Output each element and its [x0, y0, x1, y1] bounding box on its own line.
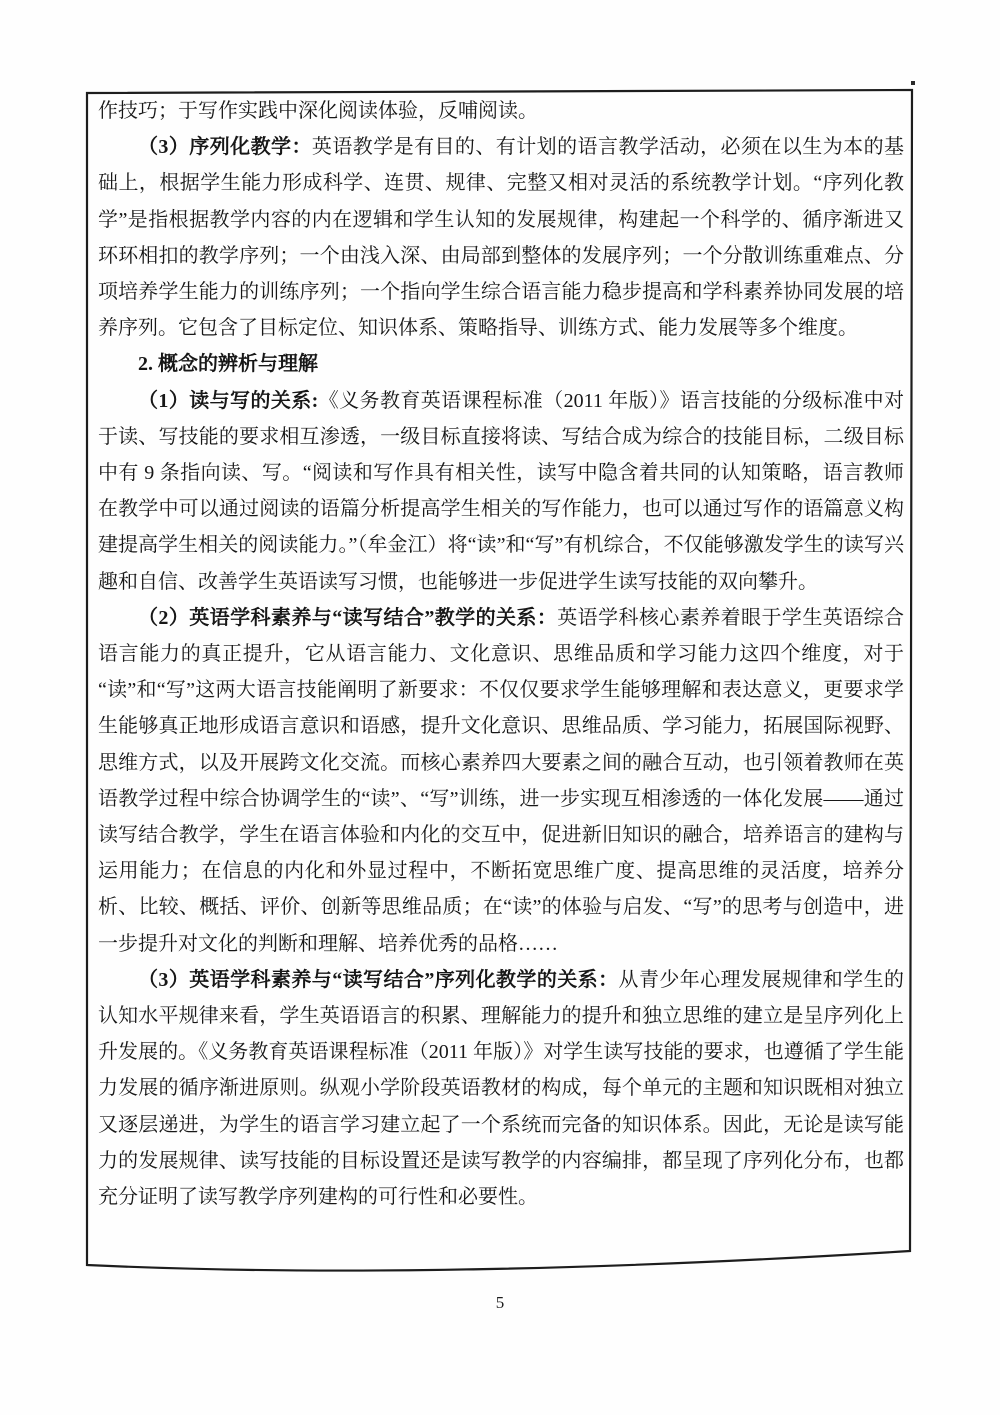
section-heading-concepts: 2. 概念的辨析与理解: [138, 353, 318, 376]
text-block: [98, 93, 904, 1215]
paragraph-serialized-teaching: [98, 129, 904, 346]
paragraph-body-serialized: 英语教学是有目的、有计划的语言教学活动，必须在以生为本的基础上，根据学生能力形成科学、连贯、规律、完整又相对灵活的系统教学计划。“序列化教学”是指根据教学内容的内在逻辑和学生认知的发展规律，构建起一个科学的、循序渐进又环环相扣的教学序列；一个由浅入深、由局部到整体的发展序列；一个分散训练重难点、分项培养学生能力的训练序列；一个指向学生综合语言能力稳步提高和学科素养协同发展的培养序列。它包含了目标定位、知识体系、策略指导、训练方式、能力发展等多个维度。: [98, 136, 905, 340]
paragraph-body-competency-serialized: 从青少年心理发展规律和学生的认知水平规律来看，学生英语语言的积累、理解能力的提升和独立思维的建立是呈序列化上升发展的。《义务教育英语课程标准（2011 年版）》对学生读写技能的要求，也遵循了学生能力发展的循序渐进原则。纵观小学阶段英语教材的构成，每个单元的主题和知识既相对独立又逐层递进，为学生的语言学习建立起了一个系统而完备的知识体系。因此，无论是读写能力的发展规律、读写技能的目标设置还是读写教学的内容编排，都呈现了序列化分布，也都充分证明了读写教学序列建构的可行性和必要性。: [98, 968, 905, 1209]
scan-speck: [911, 81, 915, 85]
paragraph-competency-relation: [98, 600, 904, 962]
paragraph-body-competency: 英语学科核心素养着眼于学生英语综合语言能力的真正提升，它从语言能力、文化意识、思维品质和学习能力这四个维度，对于“读”和“写”这两大语言技能阐明了新要求：不仅仅要求学生能够理解和表达意义，更要求学生能够真正地形成语言意识和语感，提升文化意识、思维品质、学习能力，拓展国际视野、思维方式，以及开展跨文化交流。而核心素养四大要素之间的融合互动，也引领着教师在英语教学过程中综合协调学生的“读”、“写”训练，进一步实现互相渗透的一体化发展——通过读写结合教学，学生在语言体验和内化的交互中，促进新旧知识的融合，培养语言的建构与运用能力；在信息的内化和外显过程中，不断拓宽思维广度、提高思维的灵活度，培养分析、比较、概括、评价、创新等思维品质；在“读”的体验与启发、“写”的思考与创造中，进一步提升对文化的判断和理解、培养优秀的品格……: [98, 606, 905, 955]
paragraph-read-write-relation: [98, 383, 904, 600]
paragraph-body-read-write: 《义务教育英语课程标准（2011 年版）》语言技能的分级标准中对于读、写技能的要求相互渗透，一级目标直接将读、写结合成为综合的技能目标，二级目标中有 9 条指向读、写。“阅读和写作具有相关性，读写中隐含着共同的认知策略，语言教师在教学中可以通过阅读的语篇分析提高学生相关的写作能力，也可以通过写作的语篇意义构建提高学生相关的阅读能力。”（牟金江）将“读”和“写”有机综合，不仅能够激发学生的读写兴趣和自信、改善学生英语读写习惯，也能够进一步促进学生读写技能的双向攀升。: [98, 389, 904, 593]
paragraph-lead-competency: （2）英语学科素养与“读写结合”教学的关系：: [138, 606, 558, 629]
page-number: 5: [495, 1293, 505, 1312]
paragraph-lead-read-write: （1）读与写的关系:: [138, 389, 319, 412]
paragraph-lead-serialized: （3）序列化教学：: [138, 136, 312, 159]
paragraph-lead-competency-serialized: （3）英语学科素养与“读写结合”序列化教学的关系：: [138, 968, 619, 991]
paragraph-competency-serialized-relation: [98, 962, 904, 1215]
continued-paragraph: 作技巧；于写作实践中深化阅读体验，反哺阅读。: [98, 100, 538, 122]
